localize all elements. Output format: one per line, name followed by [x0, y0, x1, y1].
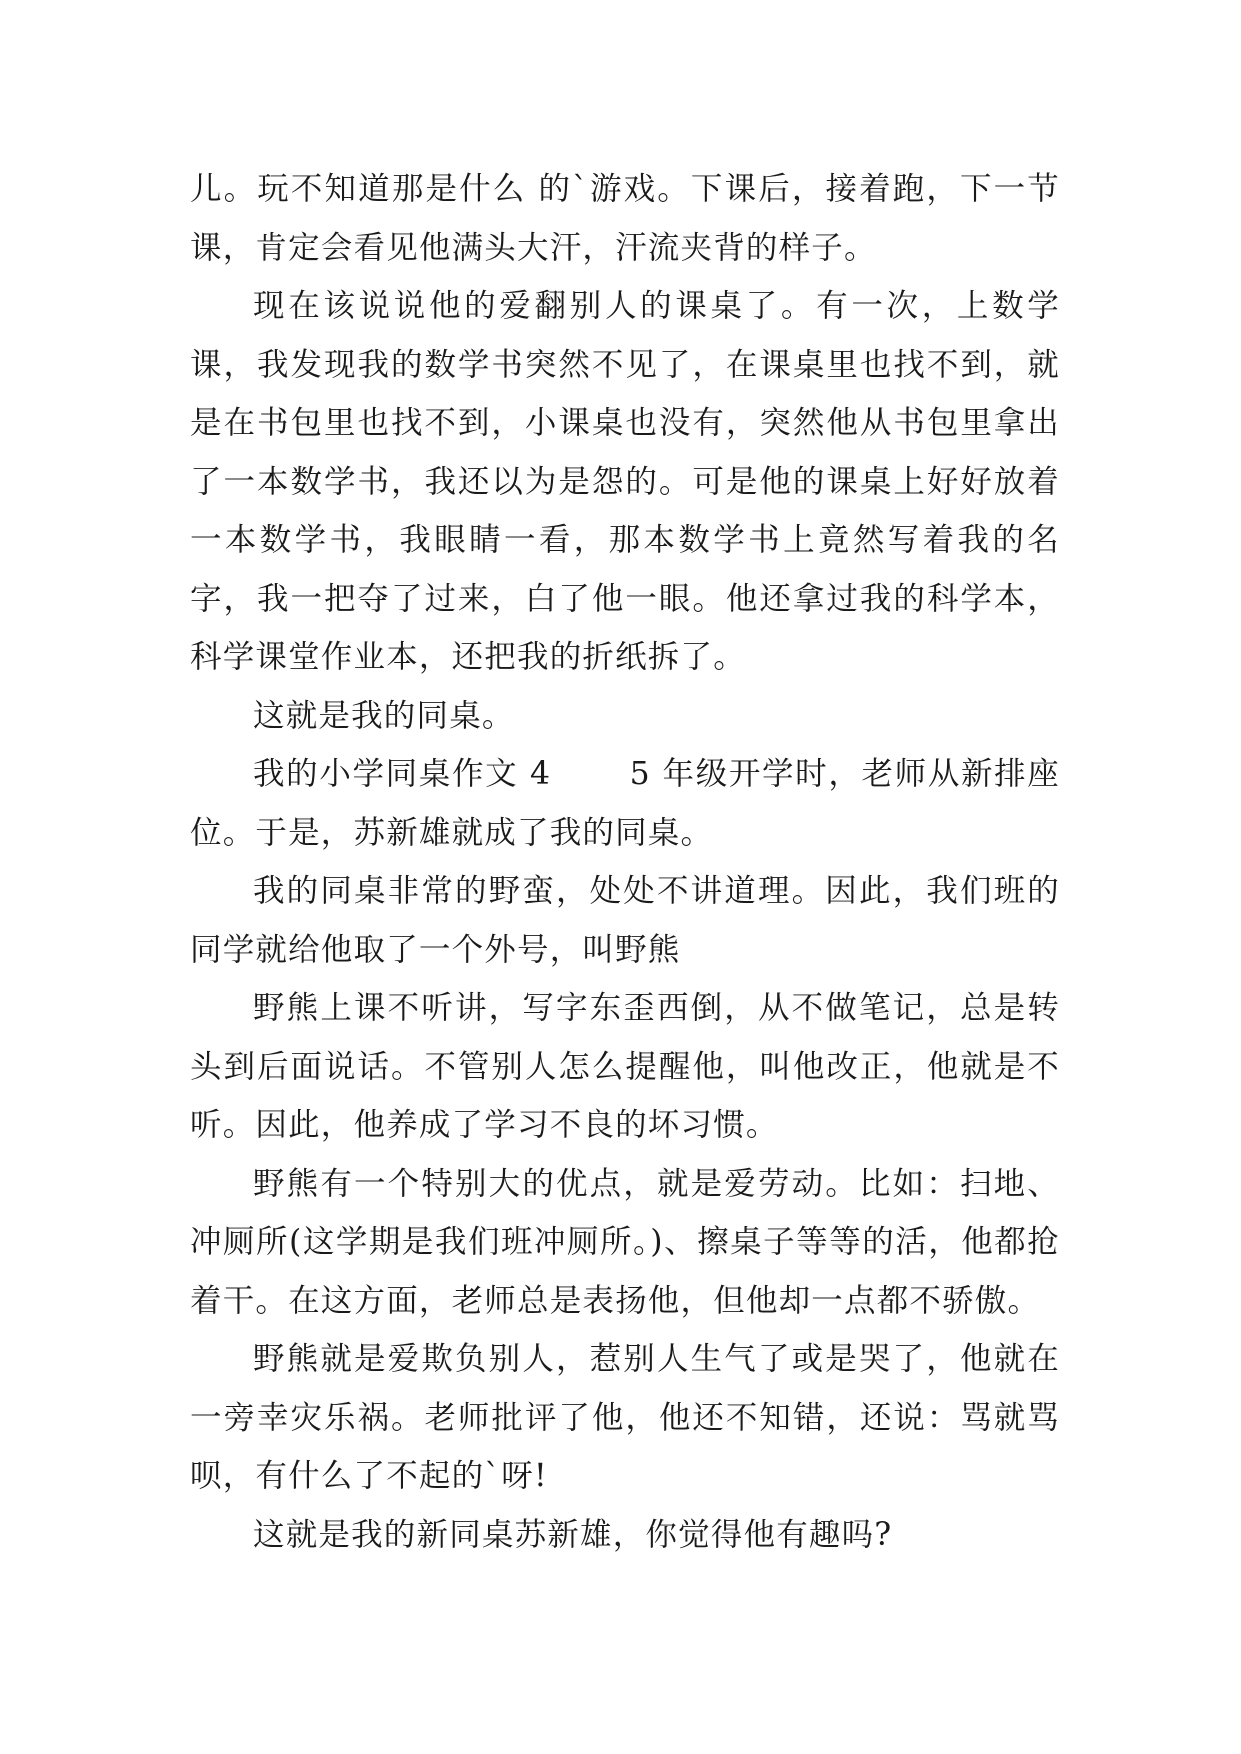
paragraph: 现在该说说他的爱翻别人的课桌了。有一次，上数学课，我发现我的数学书突然不见了，在课桌里也找不到，就是在书包里也找不到，小课桌也没有，突然他从书包里拿出了一本数学书，我还以为是怨的。可是他的课桌上好好放着一本数学书，我眼睛一看，那本数学书上竟然写着我的名字，我一把夺了过来，白了他一眼。他还拿过我的科学本，科学课堂作业本，还把我的折纸拆了。	[190, 288, 1060, 675]
paragraph: 野熊有一个特别大的优点，就是爱劳动。比如：扫地、冲厕所(这学期是我们班冲厕所。)、擦桌子等等的活，他都抢着干。在这方面，老师总是表扬他，但他却一点都不骄傲。	[190, 1165, 1060, 1319]
paragraph: 这就是我的新同桌苏新雄，你觉得他有趣吗?	[253, 1516, 893, 1553]
paragraph: 野熊上课不听讲，写字东歪西倒，从不做笔记，总是转头到后面说话。不管别人怎么提醒他，叫他改正，他就是不听。因此，他养成了学习不良的坏习惯。	[190, 990, 1060, 1143]
paragraph: 我的小学同桌作文 4 5 年级开学时，老师从新排座位。于是，苏新雄就成了我的同桌。	[190, 756, 1060, 851]
essay-body	[190, 160, 1060, 1564]
paragraph: 我的同桌非常的野蛮，处处不讲道理。因此，我们班的同学就给他取了一个外号，叫野熊	[190, 873, 1060, 968]
paragraph: 儿。玩不知道那是什么 的`游戏。下课后，接着跑，下一节课，肯定会看见他满头大汗，汗流夹背的样子。	[190, 171, 1060, 266]
paragraph: 野熊就是爱欺负别人，惹别人生气了或是哭了，他就在一旁幸灾乐祸。老师批评了他，他还不知错，还说：骂就骂呗，有什么了不起的`呀!	[190, 1341, 1060, 1494]
paragraph: 这就是我的同桌。	[253, 697, 515, 734]
